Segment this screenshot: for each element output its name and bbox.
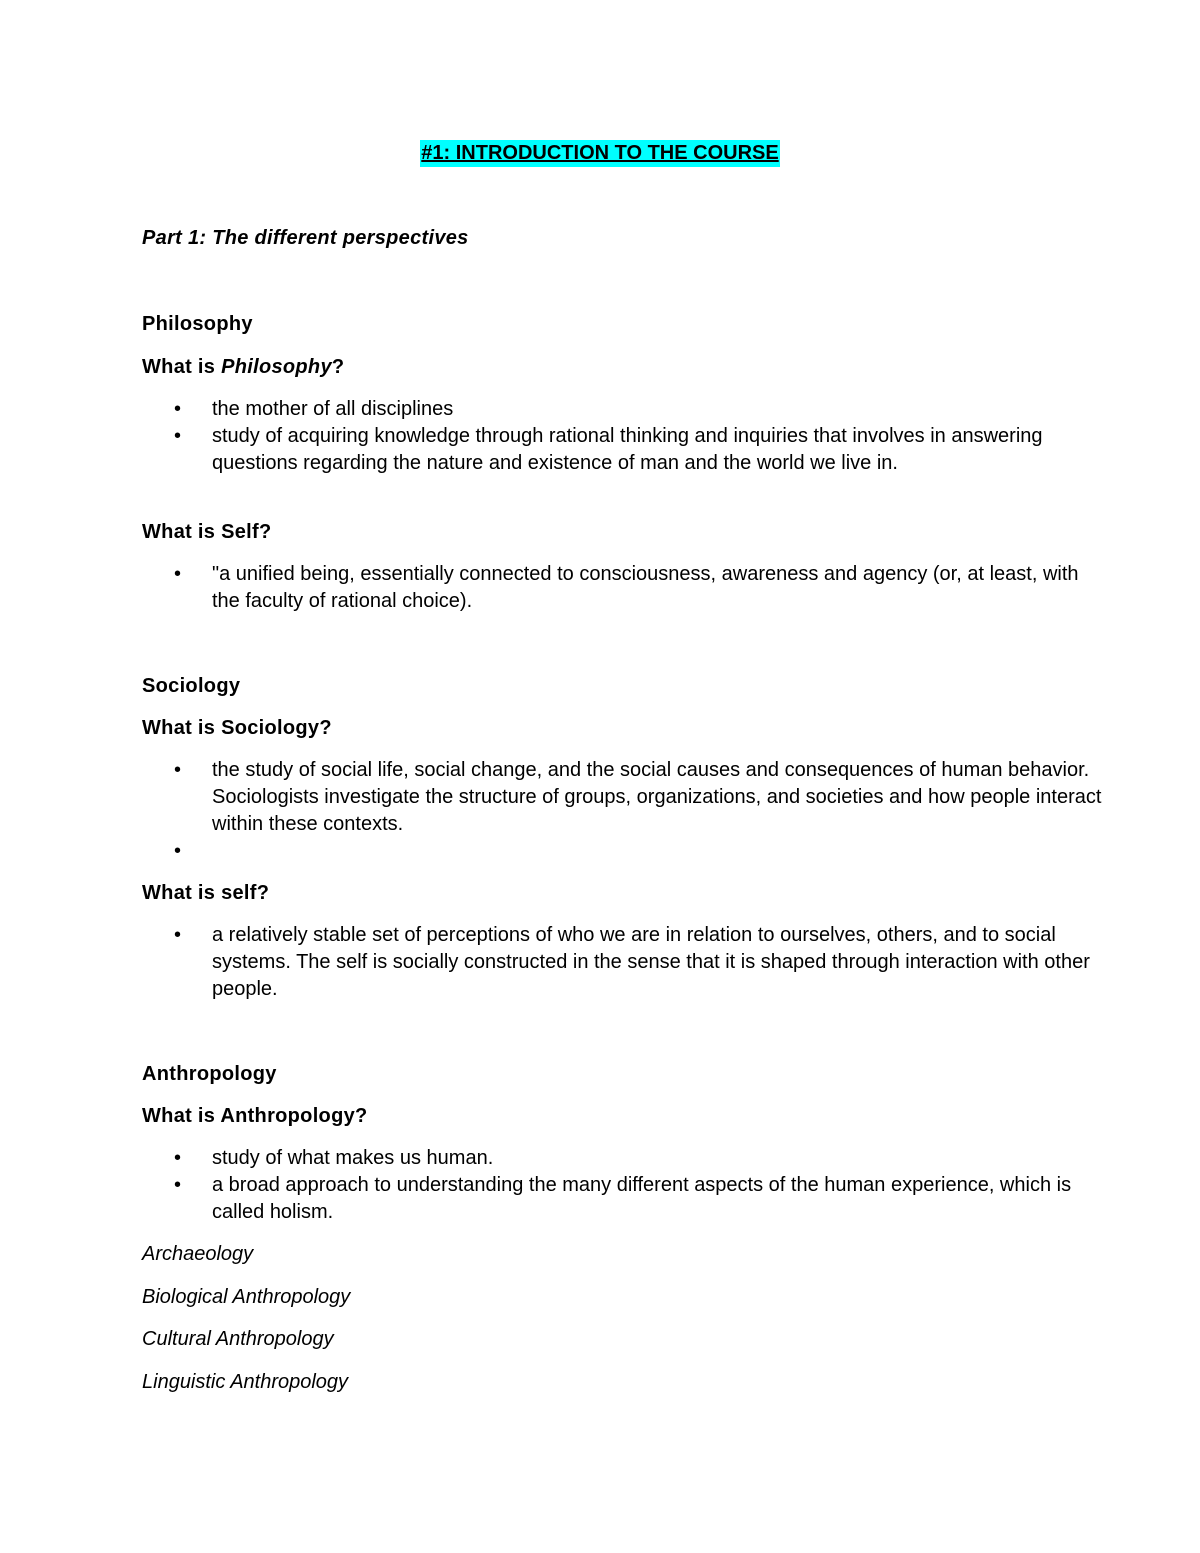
question-term: Philosophy xyxy=(221,356,332,378)
anthropology-definition-list xyxy=(142,1145,1102,1226)
philosophy-definition-list xyxy=(142,396,1102,477)
question-what-is-anthropology: What is Anthropology? xyxy=(142,1105,368,1127)
question-prefix: What is xyxy=(142,356,222,378)
section-heading-anthropology: Anthropology xyxy=(142,1063,277,1085)
list-item: • a broad approach to understanding the many different aspects of the human experience, which is called holism. xyxy=(142,1172,1102,1226)
sociology-self-list xyxy=(142,922,1102,1003)
question-what-is-self-sociology: What is self? xyxy=(142,882,270,904)
list-item: • a relatively stable set of perceptions of who we are in relation to ourselves, others, and to social systems. The self is socially constructed in the sense that it is shaped through interaction with other people. xyxy=(142,922,1102,1003)
subfield-archaeology: Archaeology xyxy=(142,1243,254,1265)
part-heading: Part 1: The different perspectives xyxy=(142,227,469,249)
philosophy-self-list xyxy=(142,561,1102,615)
list-item: • the mother of all disciplines xyxy=(142,396,1102,423)
section-heading-sociology: Sociology xyxy=(142,675,241,697)
list-item-empty xyxy=(142,838,1102,865)
list-item: • study of what makes us human. xyxy=(142,1145,1102,1172)
question-what-is-philosophy xyxy=(142,354,344,381)
section-heading-philosophy: Philosophy xyxy=(142,313,253,335)
list-item: • the study of social life, social change, and the social causes and consequences of human behavior. Sociologists investigate the structure of groups, organizations, and societies and how people interact within these contexts. xyxy=(142,757,1102,838)
question-what-is-sociology: What is Sociology? xyxy=(142,717,332,739)
subfield-biological-anthropology: Biological Anthropology xyxy=(142,1286,351,1308)
question-suffix: ? xyxy=(331,356,345,378)
subfield-linguistic-anthropology: Linguistic Anthropology xyxy=(142,1371,349,1393)
question-what-is-self: What is Self? xyxy=(142,521,272,543)
document-title: #1: INTRODUCTION TO THE COURSE xyxy=(420,140,779,167)
sociology-definition-list xyxy=(142,757,1102,865)
list-item: • study of acquiring knowledge through rational thinking and inquiries that involves in answering questions regarding the nature and existence of man and the world we live in. xyxy=(142,423,1102,477)
subfield-cultural-anthropology: Cultural Anthropology xyxy=(142,1328,334,1350)
title-container xyxy=(0,140,1200,167)
list-item: • "a unified being, essentially connected to consciousness, awareness and agency (or, at least, with the faculty of rational choice). xyxy=(142,561,1102,615)
